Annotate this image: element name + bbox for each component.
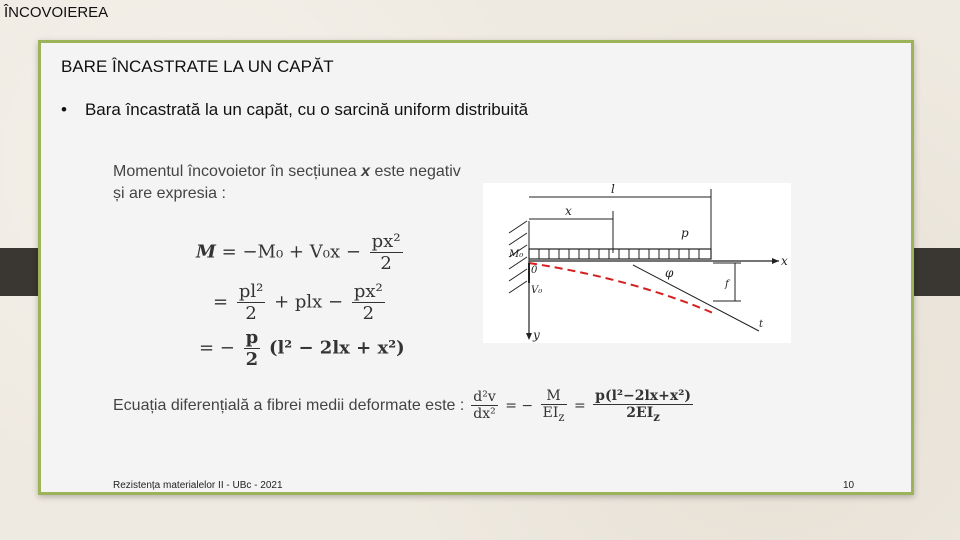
eq3-fraction: $\frac{p}{2}$ <box>245 327 259 370</box>
beam-diagram <box>483 183 791 343</box>
footer-course: Rezistența materialelor II - UBc - 2021 <box>113 480 283 491</box>
moment-text-b: este negativ <box>370 163 461 180</box>
moment-text-line2: și are expresia : <box>113 185 226 202</box>
diff-eq-minus: = − <box>505 397 534 414</box>
diff-eq-text: Ecuația diferențială a fibrei medii deformate este : <box>113 396 465 414</box>
bullet-text: Bara încastrată la un capăt, cu o sarcină uniform distribuită <box>84 100 529 119</box>
label-p: p <box>681 226 689 240</box>
equation-line-3 <box>199 327 405 370</box>
slide-panel <box>38 40 914 495</box>
label-t: t <box>759 319 764 330</box>
eq3-prefix: = − <box>199 337 235 359</box>
label-y-axis: y <box>533 328 540 342</box>
eq2-fraction-1: $\frac{\text{pl²}}{2}$ <box>238 281 264 324</box>
diff-eq-equals: = <box>573 397 586 414</box>
eq2-prefix: = <box>213 291 229 313</box>
label-x-axis: x <box>781 254 788 268</box>
diff-equation <box>468 388 696 424</box>
page-number: 10 <box>843 480 855 491</box>
equation-line-1 <box>196 231 406 274</box>
deflection-curve <box>529 263 713 313</box>
eq3-rest: (l² − 2lx + x²) <box>268 337 405 359</box>
moment-description <box>113 161 461 205</box>
bullet-item <box>61 100 528 120</box>
moment-text-var: x <box>361 163 371 180</box>
eq1-rhs: = −M₀ + V₀x − <box>221 241 361 263</box>
label-M0: M₀ <box>509 249 524 260</box>
label-l: l <box>611 183 615 196</box>
cantilever-beam-figure <box>483 183 791 343</box>
slide-title: BARE ÎNCASTRATE LA UN CAPĂT <box>61 57 334 76</box>
bullet-symbol: • <box>61 100 67 119</box>
moment-text-a: Momentul încovoietor în secțiunea <box>113 163 362 180</box>
diff-mid: $\frac{M}{EI_z}$ <box>542 388 565 424</box>
label-phi: φ <box>665 266 674 280</box>
label-x-dim: x <box>565 204 572 218</box>
left-side-tab <box>0 248 38 296</box>
eq2-fraction-2: $\frac{\text{px²}}{2}$ <box>353 281 383 324</box>
diff-rhs: $\frac{\text{p(l²−2lx+x²)}}{2EI_z}$ <box>595 388 691 424</box>
label-f: f <box>725 279 729 290</box>
diff-lhs: $\frac{\text{d²v}}{\text{dx²}}$ <box>473 389 496 423</box>
label-V0: V₀ <box>531 285 543 296</box>
label-origin: 0 <box>531 265 538 276</box>
eq1-fraction: $\frac{\text{px²}}{2}$ <box>371 231 401 274</box>
equation-line-2 <box>213 281 388 324</box>
eq-M: M <box>196 241 216 263</box>
page-title: ÎNCOVOIEREA <box>4 4 109 21</box>
distributed-load <box>529 249 711 259</box>
eq2-mid: + plx − <box>274 291 344 313</box>
diff-equation-row <box>113 388 696 424</box>
